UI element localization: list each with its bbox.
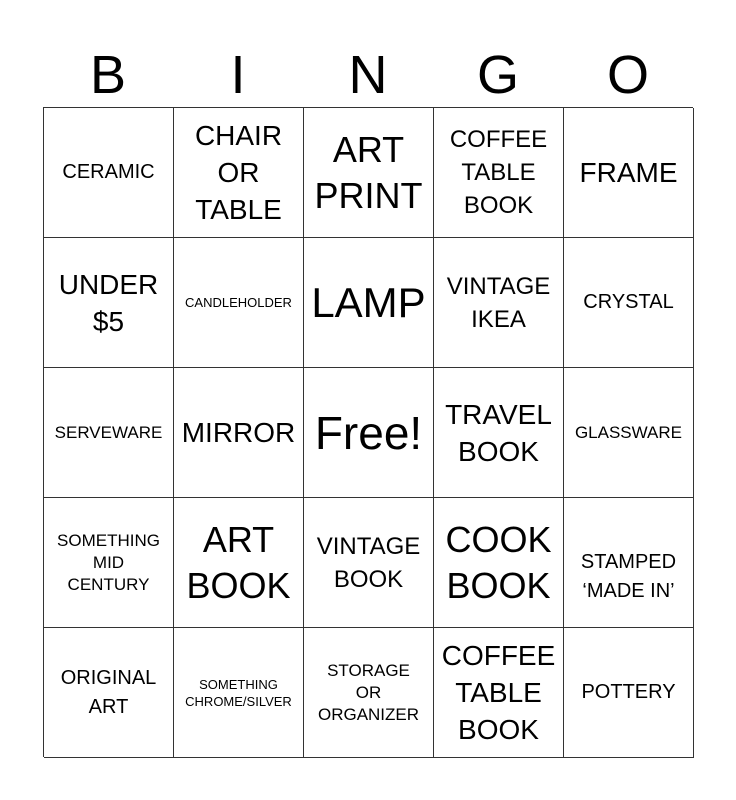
cell-text: MIRROR — [181, 417, 296, 448]
header-letter-i: I — [230, 45, 246, 105]
bingo-cell[interactable] — [174, 628, 304, 758]
bingo-grid — [43, 107, 693, 757]
bingo-cell[interactable] — [304, 108, 434, 238]
bingo-cell[interactable] — [564, 108, 694, 238]
bingo-cell[interactable] — [174, 498, 304, 628]
cell-text: VINTAGE BOOK — [316, 532, 421, 593]
bingo-header — [43, 44, 693, 106]
cell-text: CERAMIC — [62, 161, 155, 183]
header-letter-b: B — [89, 45, 127, 105]
bingo-cell[interactable] — [434, 368, 564, 498]
bingo-cell[interactable] — [304, 498, 434, 628]
bingo-cell[interactable] — [174, 108, 304, 238]
header-letter-n: N — [348, 45, 388, 105]
cell-text: ART BOOK — [186, 518, 291, 606]
bingo-cell[interactable] — [44, 498, 174, 628]
bingo-cell[interactable] — [434, 498, 564, 628]
cell-text: ART PRINT — [314, 128, 423, 216]
cell-text: CHAIR OR TABLE — [194, 120, 283, 225]
cell-text: TRAVEL BOOK — [445, 398, 552, 467]
cell-text: STAMPED ‘MADE IN’ — [580, 551, 677, 602]
cell-text: COFFEE TABLE BOOK — [441, 640, 556, 745]
bingo-cell[interactable] — [434, 628, 564, 758]
bingo-cell[interactable] — [174, 238, 304, 368]
cell-text: CANDLEHOLDER — [185, 295, 292, 310]
cell-text: ORIGINAL ART — [60, 666, 157, 718]
bingo-cell[interactable] — [564, 238, 694, 368]
cell-text: VINTAGE IKEA — [446, 272, 551, 333]
bingo-cell[interactable] — [564, 498, 694, 628]
cell-text: CRYSTAL — [583, 291, 674, 313]
bingo-cell[interactable] — [44, 368, 174, 498]
bingo-cell[interactable] — [564, 368, 694, 498]
bingo-cell[interactable] — [304, 238, 434, 368]
cell-text: COFFEE TABLE BOOK — [449, 126, 548, 219]
bingo-cell[interactable] — [174, 368, 304, 498]
bingo-cell[interactable] — [44, 628, 174, 758]
bingo-cell[interactable] — [44, 108, 174, 238]
bingo-cell[interactable] — [434, 238, 564, 368]
bingo-cell[interactable] — [434, 108, 564, 238]
header-letter-o: O — [606, 45, 649, 105]
header-letter-g: G — [476, 45, 519, 105]
cell-text: POTTERY — [581, 681, 676, 703]
cell-text: UNDER $5 — [58, 268, 159, 337]
cell-text: Free! — [314, 406, 423, 459]
cell-text: FRAME — [579, 157, 678, 188]
bingo-cell[interactable] — [564, 628, 694, 758]
cell-text: SOMETHING CHROME/SILVER — [185, 676, 292, 709]
bingo-cell[interactable] — [304, 628, 434, 758]
cell-text: LAMP — [311, 278, 426, 326]
cell-text: SOMETHING MID CENTURY — [57, 530, 160, 594]
cell-text: GLASSWARE — [574, 422, 683, 442]
cell-text: SERVEWARE — [54, 422, 163, 442]
cell-text: STORAGE OR ORGANIZER — [317, 660, 420, 724]
cell-text: COOK BOOK — [445, 518, 552, 606]
bingo-cell[interactable] — [44, 238, 174, 368]
free-cell[interactable] — [304, 368, 434, 498]
